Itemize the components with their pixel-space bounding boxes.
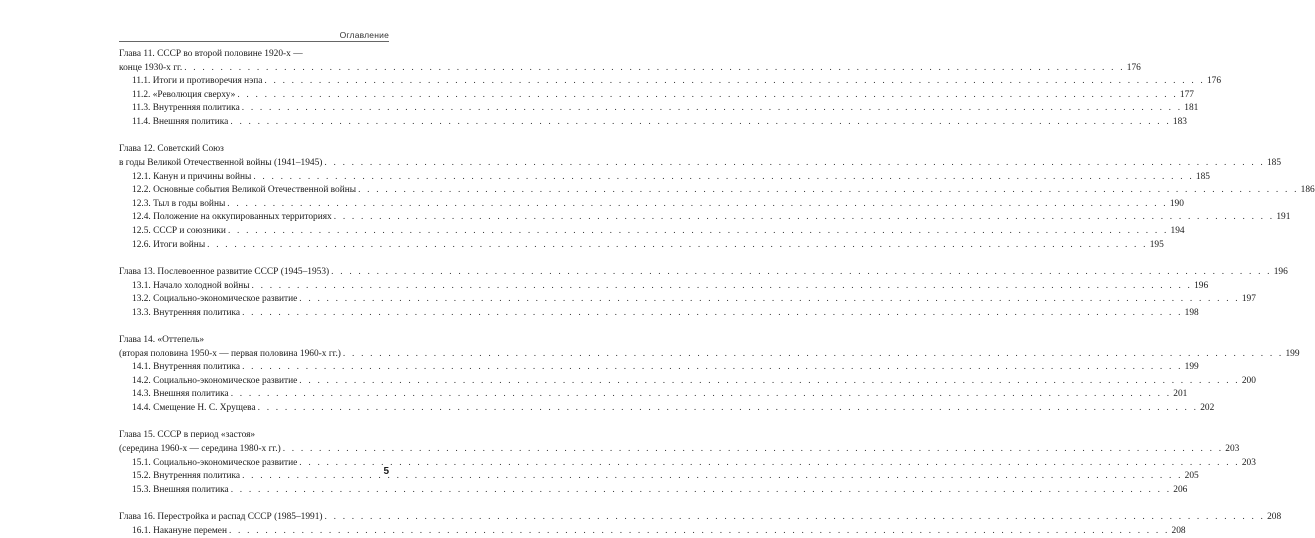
toc-entry[interactable] (119, 525, 1186, 538)
toc-entry[interactable] (119, 198, 1184, 212)
chapter-title: Глава 15. СССР в период «застоя» (119, 430, 256, 441)
section-title: 15.1. Социально-экономическое развитие (132, 457, 298, 468)
dot-leader (324, 157, 1265, 171)
chapter-title: (середина 1960-х — середина 1980-х гг.) (119, 444, 281, 455)
page-ref: 191 (1276, 212, 1291, 223)
dot-leader (252, 280, 1193, 294)
chapter-title: (вторая половина 1950-х — первая половина 1960-х гг.) (119, 348, 341, 359)
toc-entry[interactable] (119, 470, 1199, 484)
toc-entry[interactable] (119, 62, 1141, 76)
page-ref: 205 (1184, 471, 1199, 482)
toc-entry[interactable] (119, 211, 1291, 225)
toc-entry[interactable] (119, 484, 1188, 498)
chapter-title: в годы Великой Отечественной войны (1941–1945) (119, 157, 323, 168)
chapter-title-line (119, 334, 388, 348)
toc-entry[interactable] (119, 348, 1300, 362)
dot-leader (227, 198, 1168, 212)
table-of-contents (119, 48, 1315, 538)
toc-entry[interactable] (119, 184, 1315, 198)
toc-entry[interactable] (119, 225, 1185, 239)
dot-leader (358, 184, 1299, 198)
page-ref: 197 (1241, 294, 1256, 305)
chapter-title-line (119, 429, 388, 443)
dot-leader (253, 171, 1194, 185)
section-title: 11.3. Внутренняя политика (132, 103, 240, 114)
toc-entry[interactable] (119, 280, 1209, 294)
chapter-title: Глава 16. Перестройка и распад СССР (1985–1991) (119, 512, 323, 523)
dot-leader (231, 388, 1172, 402)
page-ref: 185 (1195, 171, 1210, 182)
dot-leader (242, 102, 1183, 116)
page-ref: 185 (1266, 157, 1282, 168)
chapter-title: конце 1930-х гг. (119, 62, 183, 73)
toc-entry[interactable] (119, 457, 1256, 471)
page-ref: 208 (1171, 525, 1186, 536)
toc-chapter-12 (119, 143, 1315, 252)
section-title: 14.1. Внутренняя политика (132, 362, 241, 373)
dot-leader (231, 484, 1172, 498)
dot-leader (299, 375, 1240, 389)
toc-chapter-11 (119, 48, 1222, 130)
dot-leader (228, 225, 1169, 239)
toc-entry[interactable] (119, 75, 1222, 89)
chapter-title: Глава 11. СССР во второй половине 1920-х — (119, 49, 303, 59)
chapter-title: Глава 12. Советский Союз (119, 144, 224, 155)
chapter-title: Глава 13. Послевоенное развитие СССР (1945–1953) (119, 266, 330, 277)
section-title: 11.2. «Революция сверху» (132, 89, 236, 100)
page-ref: 202 (1200, 403, 1215, 414)
dot-leader (242, 361, 1183, 375)
toc-chapter-15 (119, 429, 1256, 497)
running-head: Оглавление (339, 30, 389, 40)
page-ref: 208 (1267, 512, 1282, 523)
dot-leader (229, 525, 1170, 538)
section-title: 12.3. Тыл в годы войны (132, 198, 226, 209)
toc-entry[interactable] (119, 443, 1240, 457)
page-ref: 195 (1149, 239, 1164, 250)
section-title: 14.4. Смещение Н. С. Хрущева (132, 403, 256, 414)
toc-entry[interactable] (119, 157, 1282, 171)
header-rule (119, 41, 389, 42)
toc-entry[interactable] (119, 102, 1199, 116)
chapter-title: Глава 14. «Оттепель» (119, 335, 205, 346)
toc-entry[interactable] (119, 89, 1194, 103)
page-ref: 181 (1184, 103, 1199, 114)
page-ref: 199 (1285, 348, 1300, 359)
toc-entry[interactable] (119, 239, 1164, 253)
page-ref: 186 (1300, 185, 1315, 196)
toc-entry[interactable] (119, 361, 1199, 375)
toc-chapter-14 (119, 334, 1300, 416)
page-ref: 203 (1241, 457, 1256, 468)
page-ref: 196 (1194, 280, 1209, 291)
section-title: 12.4. Положение на оккупированных территориях (132, 212, 332, 223)
dot-leader (184, 62, 1125, 76)
dot-leader (264, 75, 1205, 89)
toc-entry[interactable] (119, 375, 1256, 389)
dot-leader (334, 211, 1275, 225)
page-ref: 203 (1225, 444, 1240, 455)
page-ref: 190 (1169, 198, 1184, 209)
toc-entry[interactable] (119, 293, 1256, 307)
dot-leader (299, 457, 1240, 471)
page-ref: 183 (1172, 116, 1187, 127)
toc-entry[interactable] (119, 171, 1210, 185)
dot-leader (325, 511, 1266, 525)
section-title: 12.1. Канун и причины войны (132, 171, 252, 182)
dot-leader (331, 266, 1272, 280)
section-title: 15.2. Внутренняя политика (132, 471, 241, 482)
page-number: 5 (383, 466, 389, 477)
toc-entry[interactable] (119, 511, 1282, 525)
dot-leader (237, 89, 1178, 103)
section-title: 14.2. Социально-экономическое развитие (132, 375, 298, 386)
page-ref: 206 (1173, 484, 1188, 495)
page-ref: 176 (1126, 62, 1141, 73)
dot-leader (207, 239, 1148, 253)
toc-chapter-16 (119, 511, 1282, 538)
page-ref: 194 (1170, 225, 1185, 236)
dot-leader (258, 402, 1199, 416)
section-title: 14.3. Внешняя политика (132, 389, 229, 400)
page-ref: 196 (1273, 266, 1288, 277)
page-ref: 177 (1179, 89, 1194, 100)
section-title: 13.1. Начало холодной войны (132, 280, 250, 291)
section-title: 13.3. Внутренняя политика (132, 307, 241, 318)
toc-entry[interactable] (119, 388, 1188, 402)
dot-leader (283, 443, 1224, 457)
page-ref: 198 (1184, 307, 1199, 318)
dot-leader (230, 116, 1171, 130)
section-title: 13.2. Социально-экономическое развитие (132, 294, 298, 305)
toc-entry[interactable] (119, 116, 1187, 130)
page-ref: 176 (1206, 76, 1222, 87)
section-title: 15.3. Внешняя политика (132, 484, 229, 495)
chapter-title-line (119, 143, 388, 157)
dot-leader (242, 307, 1183, 321)
page-ref: 199 (1184, 362, 1199, 373)
page-ref: 201 (1173, 389, 1188, 400)
section-title: 11.4. Внешняя политика (132, 116, 229, 127)
section-title: 11.1. Итоги и противоречия нэпа (132, 76, 263, 87)
section-title: 12.6. Итоги войны (132, 239, 206, 250)
section-title: 16.1. Накануне перемен (132, 525, 227, 536)
toc-entry[interactable] (119, 307, 1199, 321)
page-ref: 200 (1241, 375, 1256, 386)
dot-leader (343, 348, 1284, 362)
toc-chapter-13 (119, 266, 1288, 320)
section-title: 12.5. СССР и союзники (132, 225, 226, 236)
section-title: 12.2. Основные события Великой Отечественной войны (132, 185, 357, 196)
chapter-title-line (119, 48, 388, 62)
toc-entry[interactable] (119, 266, 1288, 280)
toc-entry[interactable] (119, 402, 1215, 416)
dot-leader (299, 293, 1240, 307)
